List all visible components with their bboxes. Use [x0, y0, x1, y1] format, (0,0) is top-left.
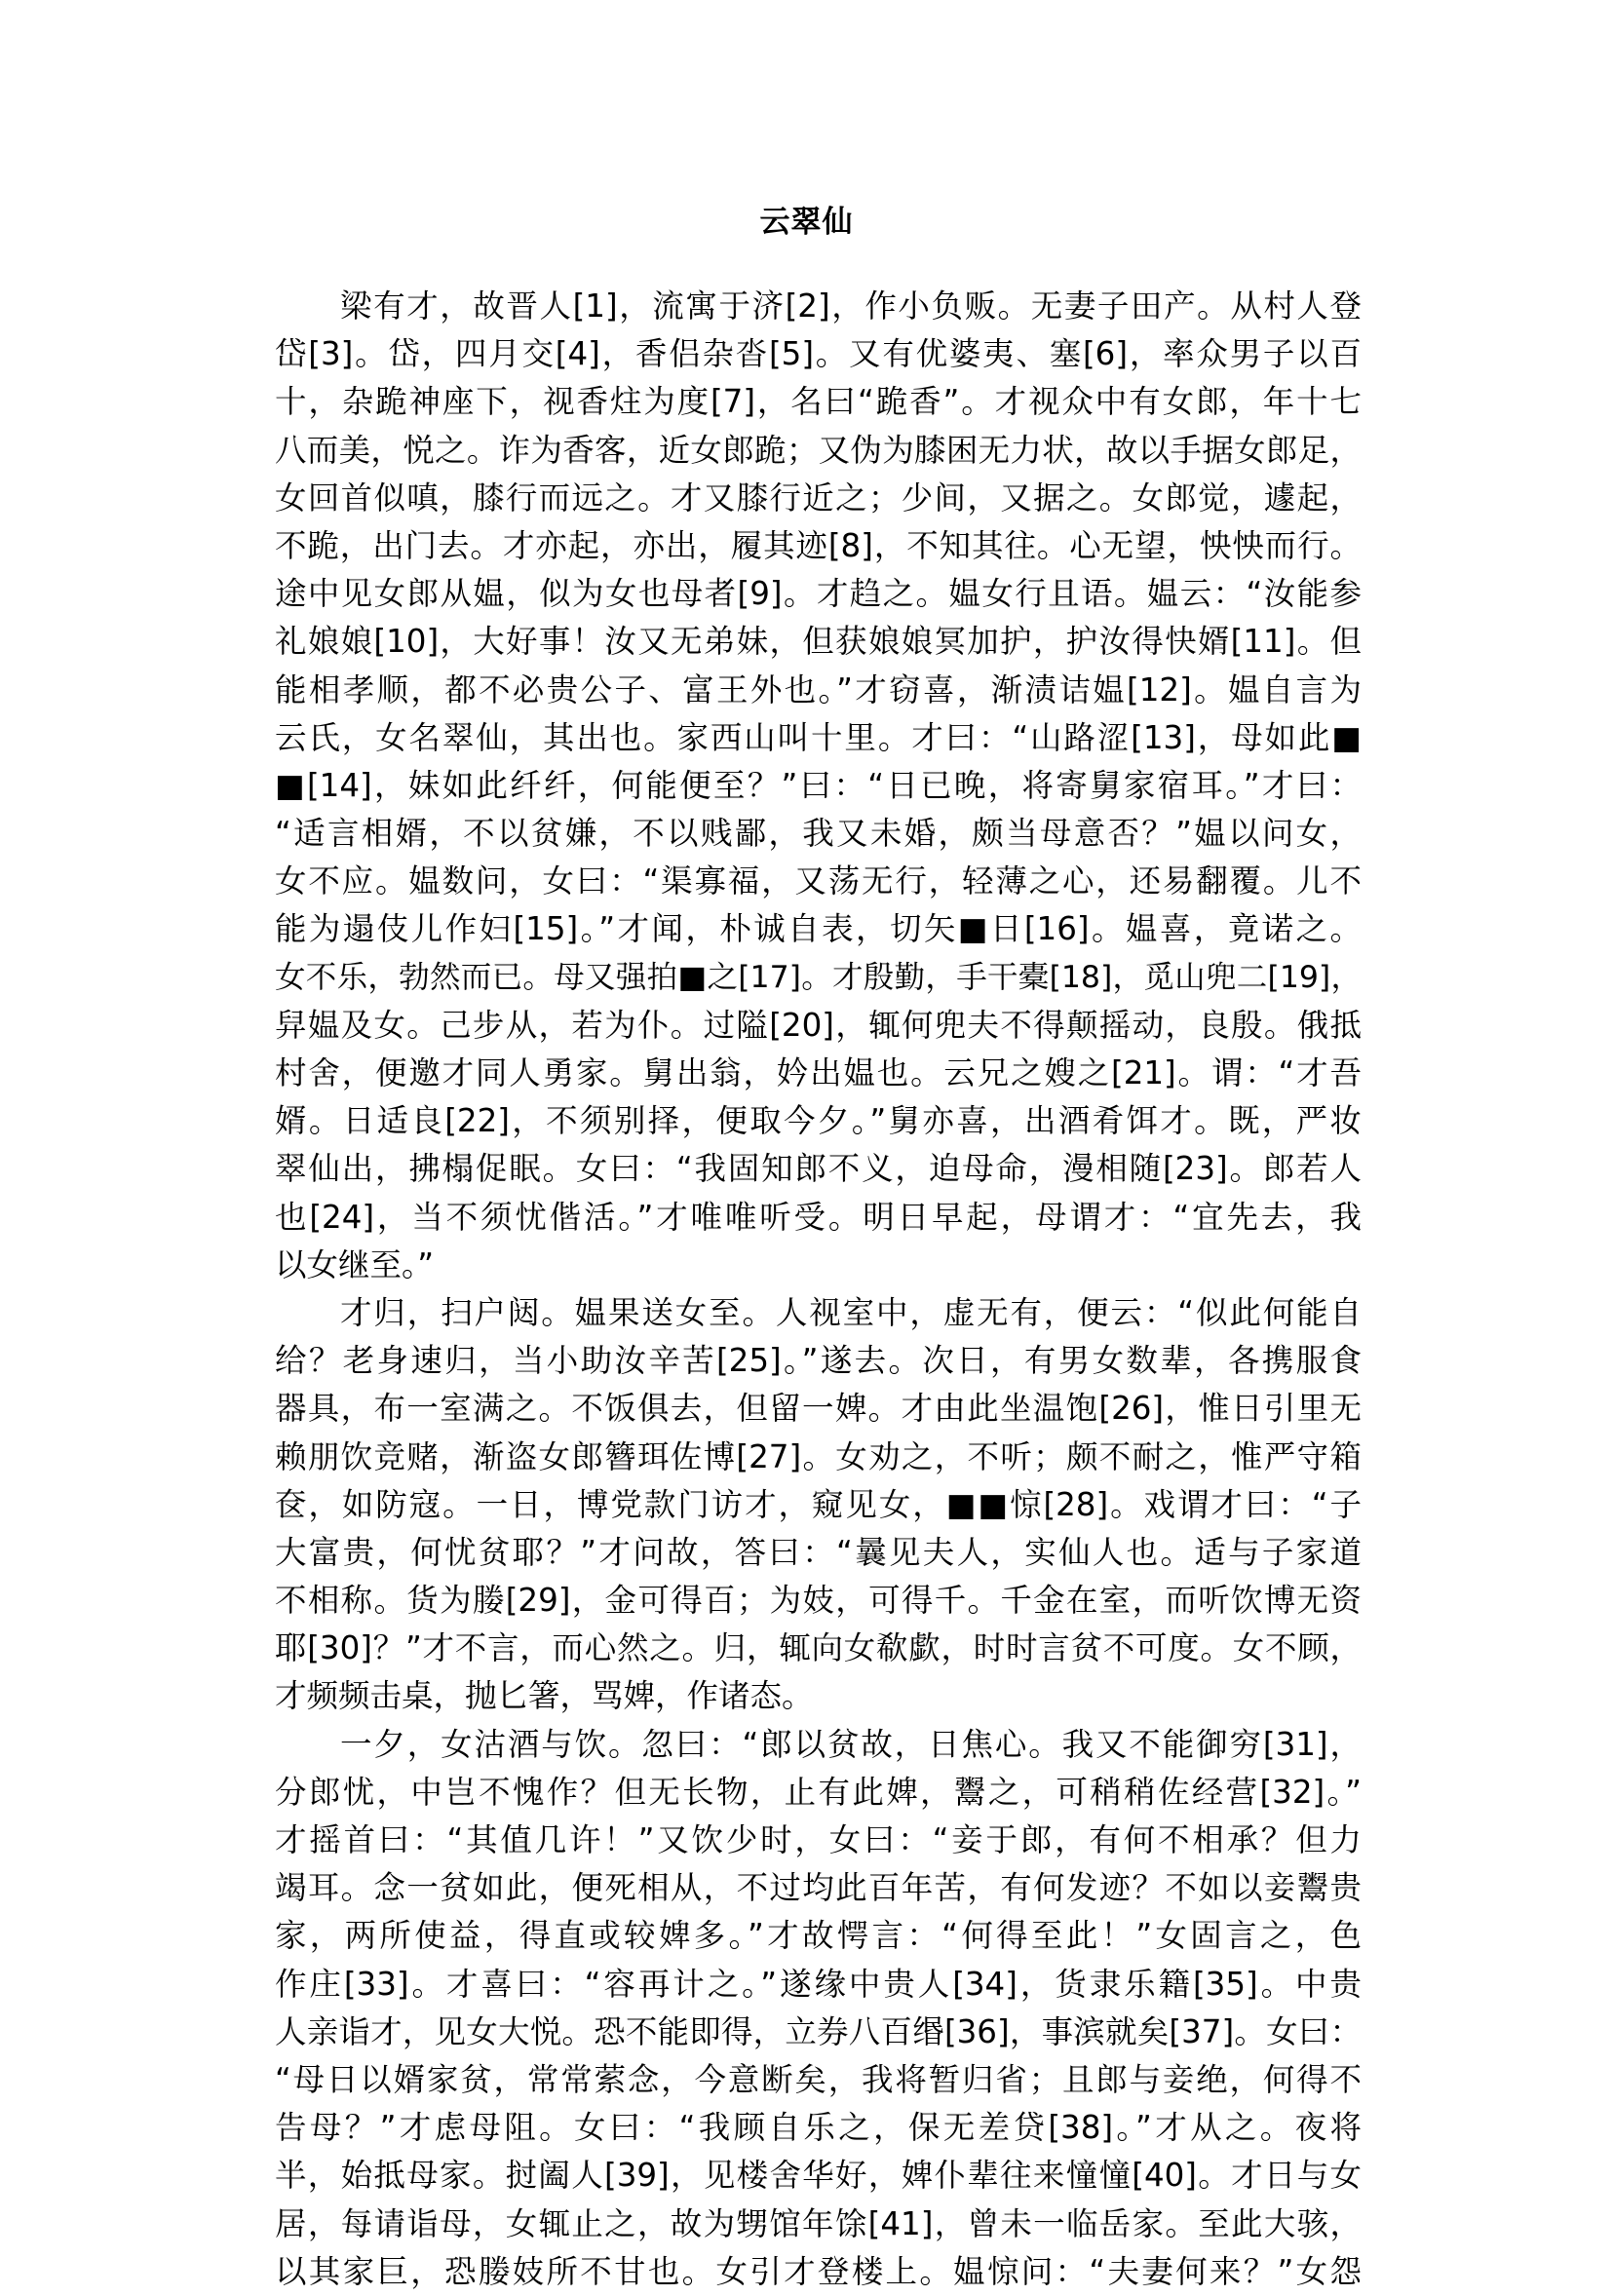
text-line: 女回首似嗔，膝行而远之。才又膝行近之；少间，又据之。女郎觉，遽起， [275, 478, 1362, 517]
text-line: 分郎忧，中岂不愧作？但无长物，止有此婢，鬻之，可稍稍佐经营[32]。” [275, 1773, 1362, 1811]
body-text [275, 283, 1362, 2296]
text-line: 翠仙出，拂榻促眠。女曰：“我固知郎不义，迫母命，漫相随[23]。郎若人 [275, 1150, 1362, 1188]
text-line: 女不乐，勃然而已。母又强拍■之[17]。才殷勤，手干橐[18]，觅山兜二[19]， [275, 959, 1362, 995]
text-line: 竭耳。念一贫如此，便死相从，不过均此百年苦，有何发迹？不如以妾鬻贵 [275, 1869, 1362, 1907]
text-line: 礼娘娘[10]，大好事！汝又无弟妹，但获娘娘冥加护，护汝得快婿[11]。但 [275, 623, 1362, 661]
text-line: 女不应。媪数问，女曰：“渠寡福，又荡无行，轻薄之心，还易翻覆。儿不 [275, 862, 1362, 900]
page-title: 云翠仙 [759, 205, 854, 240]
text-line: 梁有才，故晋人[1]，流寓于济[2]，作小负贩。无妻子田产。从村人登 [340, 287, 1362, 325]
text-line: 作庄[33]。才喜曰：“容再计之。”遂缘中贵人[34]，货隶乐籍[35]。中贵 [275, 1965, 1362, 2003]
text-line: 婿。日适良[22]，不须别择，便取今夕。”舅亦喜，出酒肴饵才。既，严妆 [275, 1102, 1362, 1140]
text-line: 十，杂跪神座下，视香炷为度[7]，名曰“跪香”。才视众中有女郎，年十七 [275, 383, 1362, 421]
text-line: 八而美，悦之。诈为香客，近女郎跪；又伪为膝困无力状，故以手据女郎足， [275, 431, 1362, 469]
text-line: 不跪，出门去。才亦起，亦出，履其迹[8]，不知其往。心无望，怏怏而行。 [275, 526, 1362, 564]
text-line: 给？老身速归，当小助汝辛苦[25]。”遂去。次日，有男女数辈，各携服食 [275, 1342, 1362, 1380]
text-line: 岱[3]。岱，四月交[4]，香侣杂沓[5]。又有优婆夷、塞[6]，率众男子以百 [275, 335, 1362, 373]
text-line: 居，每请诣母，女辄止之，故为甥馆年馀[41]，曾未一临岳家。至此大骇， [275, 2204, 1362, 2242]
text-line: 才归，扫户闼。媪果送女至。人视室中，虚无有，便云：“似此何能自 [340, 1293, 1362, 1331]
text-line: 舁媪及女。己步从，若为仆。过隘[20]，辄何兜夫不得颠摇动，良殷。俄抵 [275, 1006, 1362, 1044]
text-line: 家，两所使益，得直或较婢多。”才故愕言：“何得至此！”女固言之，色 [275, 1917, 1362, 1955]
text-line: 能为遢伎儿作妇[15]。”才闻，朴诚自表，切矢■日[16]。媪喜，竟诺之。 [275, 910, 1362, 948]
text-line: 不相称。货为媵[29]，金可得百；为妓，可得千。千金在室，而听饮博无资 [275, 1582, 1362, 1620]
text-line: “母日以婿家贫，常常萦念，今意断矣，我将暂归省；且郎与妾绝，何得不 [275, 2060, 1362, 2098]
text-line: 能相孝顺，都不必贵公子、富王外也。”才窃喜，渐渍诘媪[12]。媪自言为 [275, 670, 1362, 708]
text-line: 半，始抵母家。挝阖人[39]，见楼舍华好，婢仆辈往来憧憧[40]。才日与女 [275, 2157, 1362, 2195]
text-line: “适言相婿，不以贫嫌，不以贱鄙，我又未婚，颇当母意否？”媪以问女， [275, 815, 1362, 853]
text-line: 才摇首曰：“其值几许！”又饮少时，女曰：“妾于郎，有何不相承？但力 [275, 1821, 1362, 1858]
text-line: 耶[30]？”才不言，而心然之。归，辄向女欷歔，时时言贫不可度。女不顾， [275, 1629, 1362, 1667]
text-line: 也[24]，当不须忧偕活。”才唯唯听受。明日早起，母谓才：“宜先去，我 [275, 1198, 1362, 1236]
text-line: 赖朋饮竞赌，渐盗女郎簪珥佐博[27]。女劝之，不听；颇不耐之，惟严守箱 [275, 1437, 1362, 1475]
text-line: 器具，布一室满之。不饭俱去，但留一婢。才由此坐温饱[26]，惟日引里无 [275, 1390, 1362, 1428]
text-line: 以女继至。” [275, 1245, 435, 1283]
text-line: 云氏，女名翠仙，其出也。家西山叫十里。才曰：“山路涩[13]，母如此■ [275, 718, 1362, 756]
text-line: 才频频击桌，抛匕箸，骂婢，作诸态。 [275, 1677, 814, 1715]
text-line: 以其家巨，恐媵妓所不甘也。女引才登楼上。媪惊问：“夫妻何来？”女怨 [275, 2252, 1362, 2290]
text-line: 人亲诣才，见女大悦。恐不能即得，立券八百缗[36]，事滨就矣[37]。女曰： [275, 2012, 1362, 2050]
text-line: 大富贵，何忧贫耶？”才问故，答曰：“曩见夫人，实仙人也。适与子家道 [275, 1533, 1362, 1571]
text-line: 村舍，便邀才同人勇家。舅出翁，妗出媪也。云兄之嫂之[21]。谓：“才吾 [275, 1054, 1362, 1091]
text-line: 一夕，女沽酒与饮。忽曰：“郎以贫故，日焦心。我又不能御穷[31]， [340, 1725, 1362, 1763]
text-line: 奁，如防寇。一日，博党款门访才，窥见女，■■惊[28]。戏谓才曰：“子 [275, 1485, 1362, 1523]
text-line: ■[14]，妹如此纤纤，何能便至？”曰：“日已晚，将寄舅家宿耳。”才曰： [275, 766, 1362, 804]
text-line: 告母？”才虑母阻。女曰：“我顾自乐之，保无差贷[38]。”才从之。夜将 [275, 2109, 1362, 2147]
text-line: 途中见女郎从媪，似为女也母者[9]。才趋之。媪女行且语。媪云：“汝能参 [275, 575, 1362, 613]
